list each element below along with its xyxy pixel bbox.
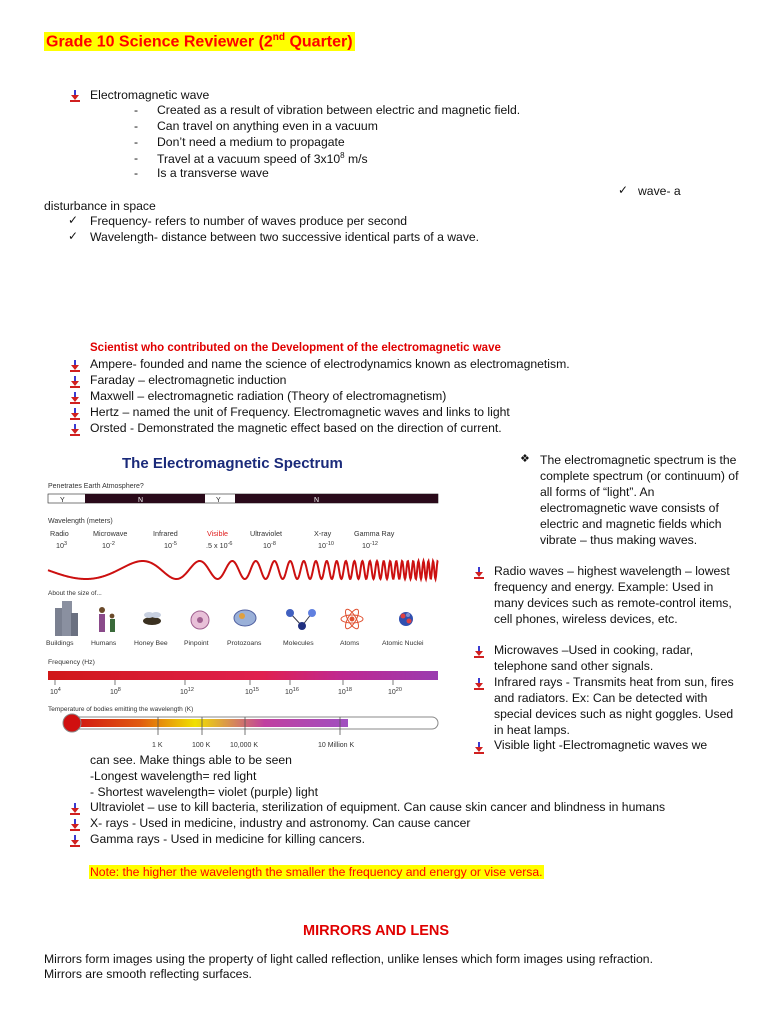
band-value: $10^{-10}$ [318, 541, 334, 550]
spectrum-intro: The electromagnetic spectrum is the complete spectrum (or continuum) of all forms of “light”. An electromagnetic wave consists of electric and magnetic fields which vibrate – thus making waves. [540, 453, 739, 547]
svg-text:Buildings: Buildings [46, 640, 74, 647]
frequency-tick-label: $10^{18}$ [338, 687, 352, 696]
arrow-bullet-icon [70, 424, 80, 436]
frequency-tick-label: $10^4$ [50, 687, 61, 696]
band-label: Visible [207, 529, 229, 538]
molecules-icon [286, 609, 316, 630]
scientist-item: Orsted - Demonstrated the magnetic effect based on the direction of current. [90, 421, 502, 435]
atm-y: Y [60, 497, 65, 504]
arrow-bullet-icon [70, 392, 80, 404]
svg-text:Humans: Humans [91, 640, 117, 647]
page-title: Grade 10 Science Reviewer (2nd Quarter) [46, 32, 353, 51]
band-value: $10^{-12}$ [362, 541, 378, 550]
frequency-tick-label: $10^{15}$ [245, 687, 259, 696]
protozoans-icon [234, 610, 256, 626]
check-icon: ✓ [618, 183, 629, 197]
arrow-bullet-icon [70, 835, 80, 847]
note-text: Note: the higher the wavelength the smaller the frequency and energy or vise versa. [90, 865, 543, 879]
mirrors-line-2: Mirrors are smooth reflecting surfaces. [44, 967, 252, 981]
em-point: Don’t need a medium to propagate [157, 135, 345, 149]
svg-text:Honey Bee: Honey Bee [134, 640, 168, 647]
wave-definition-a: wave- a [638, 184, 681, 198]
band-label: Infrared [153, 529, 178, 538]
band-value: $10^{-2}$ [102, 541, 115, 550]
gamma-text: Gamma rays - Used in medicine for killing cancers. [90, 832, 365, 846]
arrow-bullet-icon [474, 567, 484, 579]
diamond-bullet-icon: ❖ [520, 453, 530, 465]
visible-light-text-a: Visible light -Electromagnetic waves we [494, 738, 708, 752]
band-label: Microwave [93, 529, 128, 538]
check-icon: ✓ [68, 213, 79, 227]
arrow-bullet-icon [70, 90, 80, 102]
svg-text:Atomic Nuclei: Atomic Nuclei [382, 640, 424, 647]
band-value: $10^{-8}$ [263, 541, 276, 550]
band-label: Ultraviolet [250, 529, 282, 538]
arrow-bullet-icon [70, 408, 80, 420]
radio-waves-text: Radio waves – highest wavelength – lowest frequency and energy. Example: Used in many devices such as remote-control items, cell phones, wireless devices, etc. [494, 564, 732, 626]
temp-tick: 1 K [152, 742, 163, 749]
temp-tick: 10 Million K [318, 742, 355, 749]
infrared-text: Infrared rays - Transmits heat from sun, fires and radiators. Ex: Can be detected with special devices such as night goggles. Used in heat lamps. [494, 675, 734, 737]
svg-text:Protozoans: Protozoans [227, 640, 262, 647]
buildings-icon [55, 601, 78, 636]
wave-curve [48, 561, 438, 579]
penetrates-label: Penetrates Earth Atmosphere? [48, 483, 144, 490]
temp-tick: 100 K [192, 742, 211, 749]
em-point: Created as a result of vibration between electric and magnetic field. [157, 103, 521, 117]
wavelength-label: Wavelength (meters) [48, 518, 113, 525]
band-value: $10^{-5}$ [164, 541, 177, 550]
atomic-nuclei-icon [399, 612, 413, 626]
arrow-bullet-icon [70, 376, 80, 388]
frequency-tick-label: $10^{12}$ [180, 687, 194, 696]
atoms-icon [341, 607, 363, 630]
svg-text:Pinpoint: Pinpoint [184, 640, 209, 647]
em-wave-heading: Electromagnetic wave [90, 88, 210, 102]
size-label: About the size of... [48, 590, 102, 597]
scientist-item: Maxwell – electromagnetic radiation (Theory of electromagnetism) [90, 389, 447, 403]
em-spectrum-figure [40, 448, 442, 756]
temperature-bar [70, 719, 348, 727]
temp-tick: 10,000 K [230, 742, 259, 749]
visible-light-text-d: - Shortest wavelength= violet (purple) light [90, 785, 318, 799]
em-point-speed: Travel at a vacuum speed of $3x10^8$ m/s [157, 151, 368, 167]
frequency-label: Frequency (Hz) [48, 659, 95, 666]
scientist-item: Faraday – electromagnetic induction [90, 373, 287, 387]
band-value: $10^3$ [56, 541, 68, 550]
humans-icon [99, 607, 115, 632]
atm-n: N [314, 497, 320, 504]
arrow-bullet-icon [70, 803, 80, 815]
honey-bee-icon [143, 612, 161, 625]
frequency-definition: Frequency- refers to number of waves produce per second [90, 214, 408, 228]
frequency-tick-label: $10^8$ [110, 687, 121, 696]
band-label: Radio [50, 529, 69, 538]
microwaves-text: Microwaves –Used in cooking, radar, telephone sand other signals. [494, 643, 694, 673]
pinpoint-icon [191, 611, 209, 629]
scientists-heading: Scientist who contributed on the Development of the electromagnetic wave [90, 342, 501, 354]
band-label: X-ray [314, 529, 332, 538]
figure-title: The Electromagnetic Spectrum [122, 455, 343, 472]
arrow-bullet-icon [474, 646, 484, 658]
atm-n: N [138, 497, 144, 504]
wavelength-definition: Wavelength- distance between two successive identical parts of a wave. [90, 230, 480, 244]
mirrors-line-1: Mirrors form images using the property of light called reflection, unlike lenses which form images using refraction. [44, 952, 653, 966]
band-label: Gamma Ray [354, 529, 395, 538]
visible-light-text-b: can see. Make things able to be seen [90, 753, 292, 767]
mirrors-heading: MIRRORS AND LENS [303, 923, 450, 939]
frequency-tick-label: $10^{20}$ [388, 687, 402, 696]
arrow-bullet-icon [474, 678, 484, 690]
thermometer-bulb [63, 714, 81, 732]
em-point: Can travel on anything even in a vacuum [157, 119, 378, 133]
visible-light-text-c: -Longest wavelength= red light [90, 769, 257, 783]
frequency-tick-label: $10^{16}$ [285, 687, 299, 696]
ultraviolet-text: Ultraviolet – use to kill bacteria, sterilization of equipment. Can cause skin cancer and blindness in humans [90, 800, 666, 814]
frequency-bar [48, 671, 438, 680]
svg-text:Atoms: Atoms [340, 640, 360, 647]
temperature-label: Temperature of bodies emitting the wavelength (K) [48, 706, 194, 713]
em-point: Is a transverse wave [157, 166, 269, 180]
atm-y: Y [216, 497, 221, 504]
svg-text:Molecules: Molecules [283, 640, 314, 647]
arrow-bullet-icon [70, 819, 80, 831]
band-value: .5 x $10^{-6}$ [206, 541, 233, 550]
scientist-item: Hertz – named the unit of Frequency. Electromagnetic waves and links to light [90, 405, 510, 419]
wave-definition-b: disturbance in space [44, 199, 156, 213]
arrow-bullet-icon [70, 360, 80, 372]
arrow-bullet-icon [474, 742, 484, 754]
check-icon: ✓ [68, 229, 79, 243]
scientist-item: Ampere- founded and name the science of electrodynamics known as electromagnetism. [90, 357, 570, 371]
xray-text: X- rays - Used in medicine, industry and astronomy. Can cause cancer [90, 816, 471, 830]
